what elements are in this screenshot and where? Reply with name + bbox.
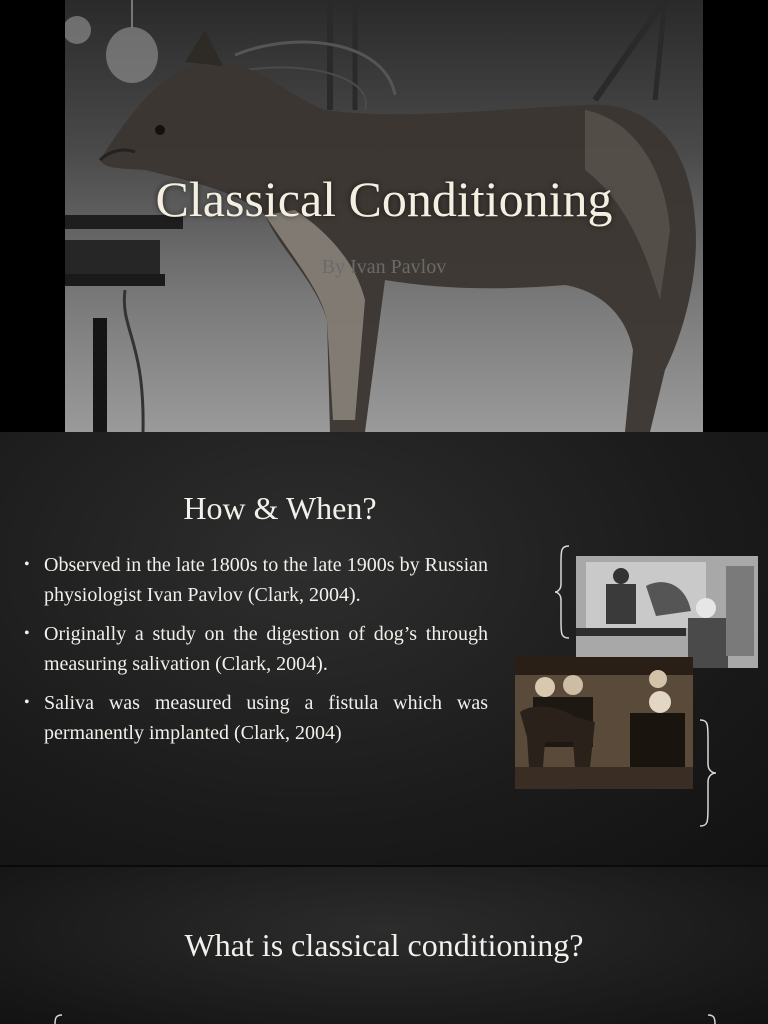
bullet-text: Originally a study on the digestion of dog’s through measuring salivation (Clark, 2004). bbox=[44, 623, 488, 675]
bullet-list bbox=[22, 550, 488, 757]
left-brace-icon bbox=[553, 544, 573, 640]
lab-photo-pavlov bbox=[576, 556, 758, 668]
slide-title: How & When? bbox=[183, 490, 377, 526]
left-brace-icon bbox=[46, 1013, 66, 1024]
lab-photo-group bbox=[515, 657, 693, 789]
right-brace-icon bbox=[704, 1013, 724, 1024]
bullet-item bbox=[22, 619, 488, 679]
bullet-item bbox=[22, 550, 488, 610]
bullet-text: Saliva was measured using a fistula which was permanently implanted (Clark, 2004) bbox=[44, 692, 488, 744]
what-is-slide bbox=[0, 867, 768, 1024]
bullet-text: Observed in the late 1800s to the late 1900s by Russian physiologist Ivan Pavlov (Clark, 2004). bbox=[44, 554, 488, 606]
title-slide bbox=[0, 0, 768, 432]
bullet-glyph: • bbox=[24, 694, 30, 711]
slide-title: Classical Conditioning bbox=[155, 171, 613, 227]
slide-subtitle: By Ivan Pavlov bbox=[321, 256, 447, 278]
slide-title: What is classical conditioning? bbox=[184, 927, 584, 963]
how-when-slide bbox=[0, 432, 768, 865]
bullet-glyph: • bbox=[24, 556, 30, 573]
bullet-item bbox=[22, 688, 488, 748]
bullet-glyph: • bbox=[24, 625, 30, 642]
right-brace-icon bbox=[696, 718, 720, 828]
